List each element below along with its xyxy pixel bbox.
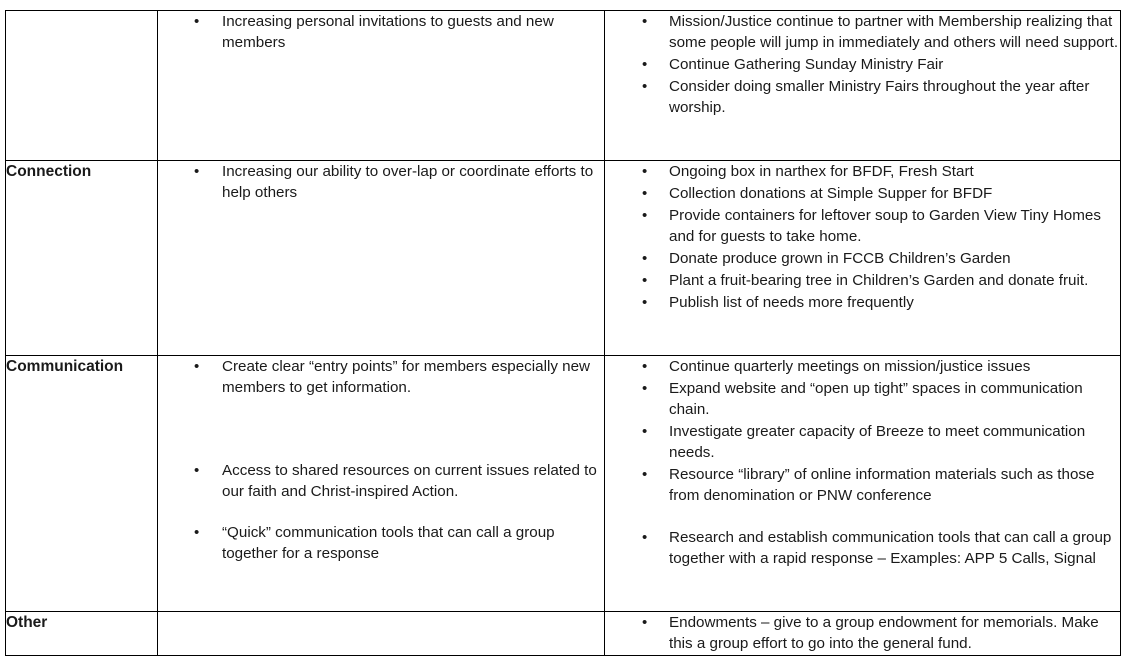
category-label: Connection <box>6 163 92 180</box>
goals-cell <box>158 11 605 161</box>
list-item: • Endowments – give to a group endowment for memorials. Make this a group effort to go into the general fund. <box>605 612 1120 654</box>
table-row <box>6 11 1121 161</box>
list-item: • Increasing personal invitations to guests and new members <box>158 11 604 53</box>
list-item: • Create clear “entry points” for members especially new members to get information. <box>158 356 604 398</box>
goals-list <box>158 356 604 564</box>
list-item: • Investigate greater capacity of Breeze to meet communication needs. <box>605 421 1120 463</box>
actions-list <box>605 161 1120 313</box>
list-item: • Donate produce grown in FCCB Children’s Garden <box>605 248 1120 269</box>
goals-list <box>158 161 604 203</box>
list-item: • Provide containers for leftover soup to Garden View Tiny Homes and for guests to take home. <box>605 205 1120 247</box>
actions-list <box>605 612 1120 654</box>
list-item: • Publish list of needs more frequently <box>605 292 1120 313</box>
category-cell <box>6 161 158 356</box>
category-cell <box>6 356 158 612</box>
goals-cell <box>158 356 605 612</box>
actions-list <box>605 11 1120 118</box>
goals-cell <box>158 612 605 656</box>
goals-cell <box>158 161 605 356</box>
list-item: • Ongoing box in narthex for BFDF, Fresh Start <box>605 161 1120 182</box>
category-label: Other <box>6 614 48 631</box>
table-row <box>6 161 1121 356</box>
table-row <box>6 612 1121 656</box>
list-item: • Continue Gathering Sunday Ministry Fair <box>605 54 1120 75</box>
list-item: • Expand website and “open up tight” spaces in communication chain. <box>605 378 1120 420</box>
list-item: • Plant a fruit-bearing tree in Children’s Garden and donate fruit. <box>605 270 1120 291</box>
list-item: • Continue quarterly meetings on mission/justice issues <box>605 356 1120 377</box>
list-item: • Collection donations at Simple Supper for BFDF <box>605 183 1120 204</box>
table-row <box>6 356 1121 612</box>
category-cell <box>6 612 158 656</box>
list-item: • Research and establish communication tools that can call a group together with a rapid response – Examples: APP 5 Calls, Signal <box>605 527 1120 569</box>
actions-list <box>605 356 1120 569</box>
actions-cell <box>605 356 1121 612</box>
planning-table <box>5 10 1121 656</box>
list-item: • Increasing our ability to over-lap or coordinate efforts to help others <box>158 161 604 203</box>
actions-cell <box>605 612 1121 656</box>
actions-cell <box>605 11 1121 161</box>
list-item: • Access to shared resources on current issues related to our faith and Christ-inspired Action. <box>158 460 604 502</box>
category-cell <box>6 11 158 161</box>
list-item: • Mission/Justice continue to partner with Membership realizing that some people will jump in immediately and others will need support. <box>605 11 1120 53</box>
list-item: • “Quick” communication tools that can call a group together for a response <box>158 522 604 564</box>
category-label: Communication <box>6 358 124 375</box>
list-item: • Resource “library” of online information materials such as those from denomination or PNW conference <box>605 464 1120 506</box>
actions-cell <box>605 161 1121 356</box>
list-item: • Consider doing smaller Ministry Fairs throughout the year after worship. <box>605 76 1120 118</box>
goals-list <box>158 11 604 53</box>
